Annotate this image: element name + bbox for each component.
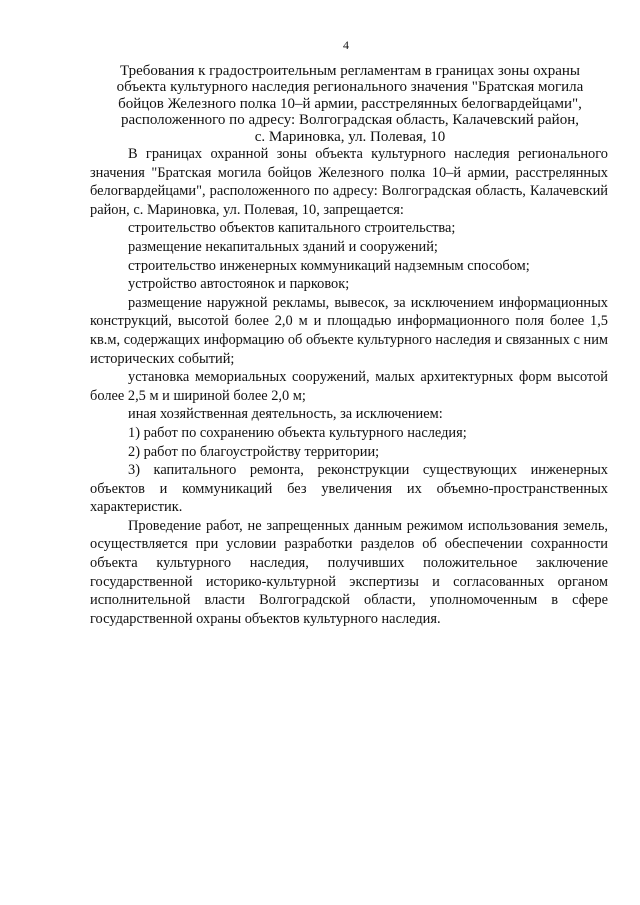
heading-line: объекта культурного наследия регионального значения "Братская могила <box>116 79 584 96</box>
closing-paragraph: Проведение работ, не запрещенных данным режимом использования земель, осуществляется при условии разработки разделов об обеспечении сохранности объекта культурного наследия, получивших положительное заключение государственной историко-культурной экспертизы и согласованных органом исполнительной власти Волгоградской области, уполномоченным в сфере государственной охраны объектов культурного наследия. <box>90 517 608 627</box>
exception-item: 3) капитального ремонта, реконструкции существующих инженерных объектов и коммуникаций без увеличения их объемно-пространственных характеристик. <box>90 462 608 516</box>
page-number: 4 <box>343 38 349 52</box>
prohibition-item: размещение некапитальных зданий и сооружений; <box>128 238 438 255</box>
prohibition-item: размещение наружной рекламы, вывесок, за исключением информационных конструкций, высотой более 2,0 м и площадью информационного поля более 1,5 кв.м, содержащих информацию об объекте культурного наследия и связанных с ним исторических событий; <box>90 294 608 367</box>
prohibition-item: иная хозяйственная деятельность, за исключением: <box>128 406 443 423</box>
exception-item: 1) работ по сохранению объекта культурного наследия; <box>128 424 467 441</box>
heading-line: бойцов Железного полка 10–й армии, расстрелянных белогвардейцами", <box>118 95 582 112</box>
prohibition-item: установка мемориальных сооружений, малых архитектурных форм высотой более 2,5 м и шириной более 2,0 м; <box>90 369 608 404</box>
document-heading <box>88 63 612 145</box>
prohibition-item: строительство объектов капитального строительства; <box>128 220 456 237</box>
exception-item: 2) работ по благоустройству территории; <box>128 443 380 460</box>
document-body <box>90 145 608 628</box>
heading-line: расположенного по адресу: Волгоградская область, Калачевский район, <box>121 112 579 129</box>
intro-paragraph: В границах охранной зоны объекта культурного наследия регионального значения "Братская могила бойцов Железного полка 10–й армии, расстрелянных белогвардейцами", расположенного по адресу: Волгоградская область, Калачевский район, с. Мариновка, ул. Полевая, 10, запрещается: <box>90 146 608 218</box>
heading-line: с. Мариновка, ул. Полевая, 10 <box>254 128 446 145</box>
heading-line: Требования к градостроительным регламентам в границах зоны охраны <box>119 63 580 79</box>
prohibition-item: строительство инженерных коммуникаций надземным способом; <box>128 257 530 274</box>
prohibition-item: устройство автостоянок и парковок; <box>128 276 350 293</box>
